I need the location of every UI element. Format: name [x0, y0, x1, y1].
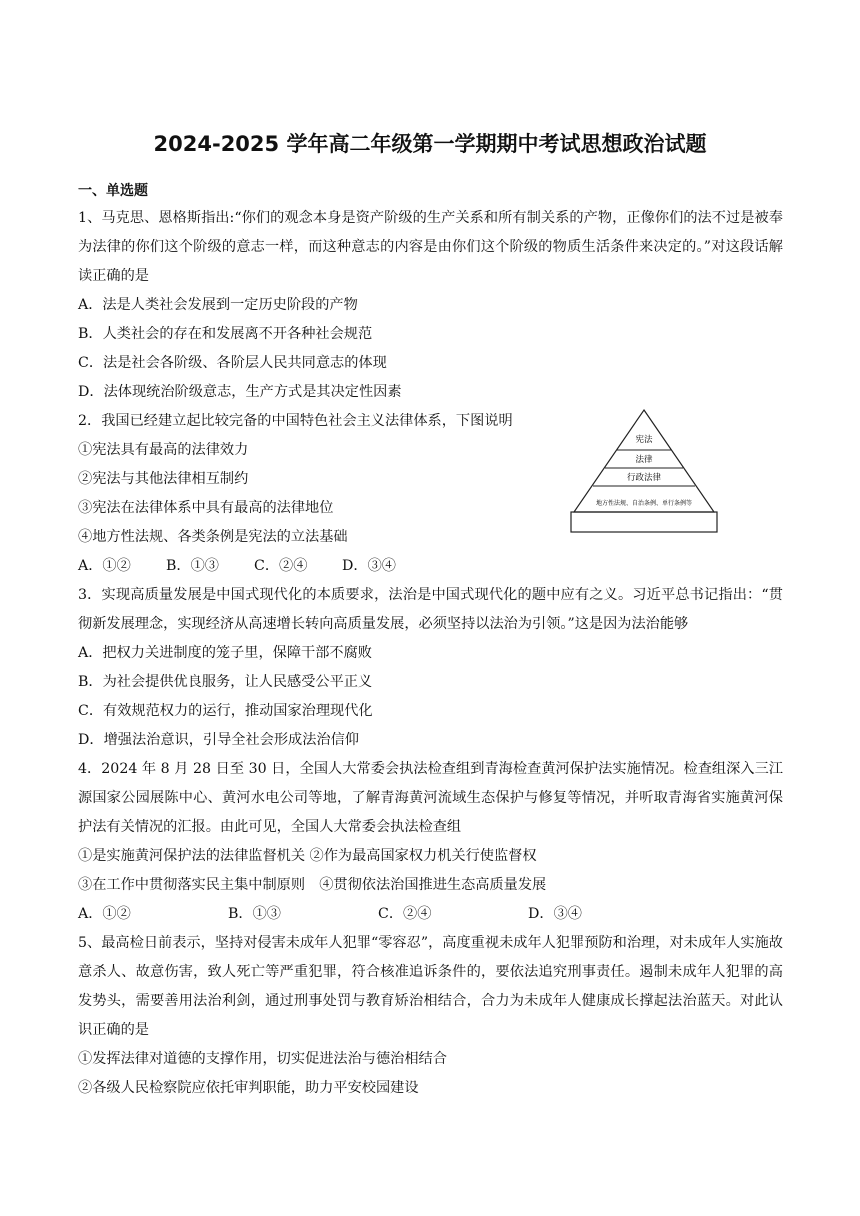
question-4-options — [78, 900, 783, 929]
question-2-item-3: ③宪法在法律体系中具有最高的法律地位 — [78, 500, 334, 516]
question-2-stem: 2．我国已经建立起比较完备的中国特色社会主义法律体系，下图说明 — [78, 413, 513, 429]
page-title: 2024-2025 学年高二年级第一学期期中考试思想政治试题 — [153, 132, 707, 156]
question-3-option-d: D．增强法治意识，引导全社会形成法治信仰 — [78, 732, 359, 748]
question-1-option-b: B．人类社会的存在和发展离不开各种社会规范 — [78, 326, 373, 342]
question-5-item-1: ①发挥法律对道德的支撑作用，切实促进法治与德治相结合 — [78, 1051, 447, 1067]
question-1-option-d: D．法体现统治阶级意志，生产方式是其决定性因素 — [78, 384, 402, 400]
question-2-item-1: ①宪法具有最高的法律效力 — [78, 442, 249, 458]
section-heading: 一、单选题 — [78, 183, 148, 199]
legal-system-pyramid-diagram — [568, 408, 720, 534]
question-4-option-a: A．①② — [78, 906, 131, 922]
question-1-option-c: C．法是社会各阶级、各阶层人民共同意志的体现 — [78, 355, 387, 371]
question-3-option-c: C．有效规范权力的运行，推动国家治理现代化 — [78, 703, 373, 719]
question-3-stem: 3．实现高质量发展是中国式现代化的本质要求，法治是中国式现代化的题中应有之义。习近平总书记指出：“贯彻新发展理念，实现经济从高速增长转向高质量发展，必须坚持以法治为引领。”这是因为法治能够 — [78, 587, 783, 632]
question-2-option-a: A．①② — [78, 558, 131, 574]
pyramid-level-administrative-law: 行政法律 — [626, 473, 662, 483]
question-2-options — [78, 552, 783, 581]
question-3-option-b: B．为社会提供优良服务，让人民感受公平正义 — [78, 674, 373, 690]
question-2-option-b: B．①③ — [166, 558, 219, 574]
question-2-item-2: ②宪法与其他法律相互制约 — [78, 471, 249, 487]
question-1-stem: 1、马克思、恩格斯指出:“你们的观念本身是资产阶级的生产关系和所有制关系的产物，正像你们的法不过是被奉为法律的你们这个阶级的意志一样，而这种意志的内容是由你们这个阶级的物质生活条件来决定的。”对这段话解读正确的是 — [78, 210, 783, 284]
question-4-option-b: B．①③ — [228, 906, 281, 922]
question-2-item-4: ④地方性法规、各类条例是宪法的立法基础 — [78, 529, 348, 545]
question-4-option-c: C．②④ — [378, 906, 432, 922]
question-3-option-a: A．把权力关进制度的笼子里，保障干部不腐败 — [78, 645, 372, 661]
question-4-items-row-2: ③在工作中贯彻落实民主集中制原则 ④贯彻依法治国推进生态高质量发展 — [78, 877, 547, 893]
question-2-option-d: D．③④ — [342, 558, 396, 574]
pyramid-level-local-regulations: 地方性法规、自治条例、单行条例等 — [595, 500, 693, 507]
question-5-item-2: ②各级人民检察院应依托审判职能，助力平安校园建设 — [78, 1080, 419, 1096]
question-4-items-row-1: ①是实施黄河保护法的法律监督机关 ②作为最高国家权力机关行使监督权 — [78, 848, 537, 864]
question-2-option-c: C．②④ — [254, 558, 308, 574]
question-5-stem: 5、最高检日前表示，坚持对侵害未成年人犯罪“零容忍”，高度重视未成年人犯罪预防和治理，对未成年人实施故意杀人、故意伤害，致人死亡等严重犯罪，符合核准追诉条件的，要依法追究刑事责任。遏制未成年人犯罪的高发势头，需要善用法治利剑，通过刑事处罚与教育矫治相结合，合力为未成年人健康成长撑起法治蓝天。对此认识正确的是 — [78, 935, 783, 1038]
pyramid-level-law: 法律 — [635, 455, 653, 465]
question-1-option-a: A．法是人类社会发展到一定历史阶段的产物 — [78, 297, 358, 313]
question-4-stem: 4．2024 年 8 月 28 日至 30 日，全国人大常委会执法检查组到青海检查黄河保护法实施情况。检查组深入三江源国家公园展陈中心、黄河水电公司等地，了解青海黄河流域生态保护与修复等情况，并听取青海省实施黄河保护法有关情况的汇报。由此可见，全国人大常委会执法检查组 — [78, 761, 783, 835]
pyramid-base-box — [571, 512, 717, 532]
question-4-option-d: D．③④ — [528, 906, 582, 922]
question-list — [78, 204, 783, 1103]
pyramid-level-constitution: 宪法 — [635, 435, 653, 445]
